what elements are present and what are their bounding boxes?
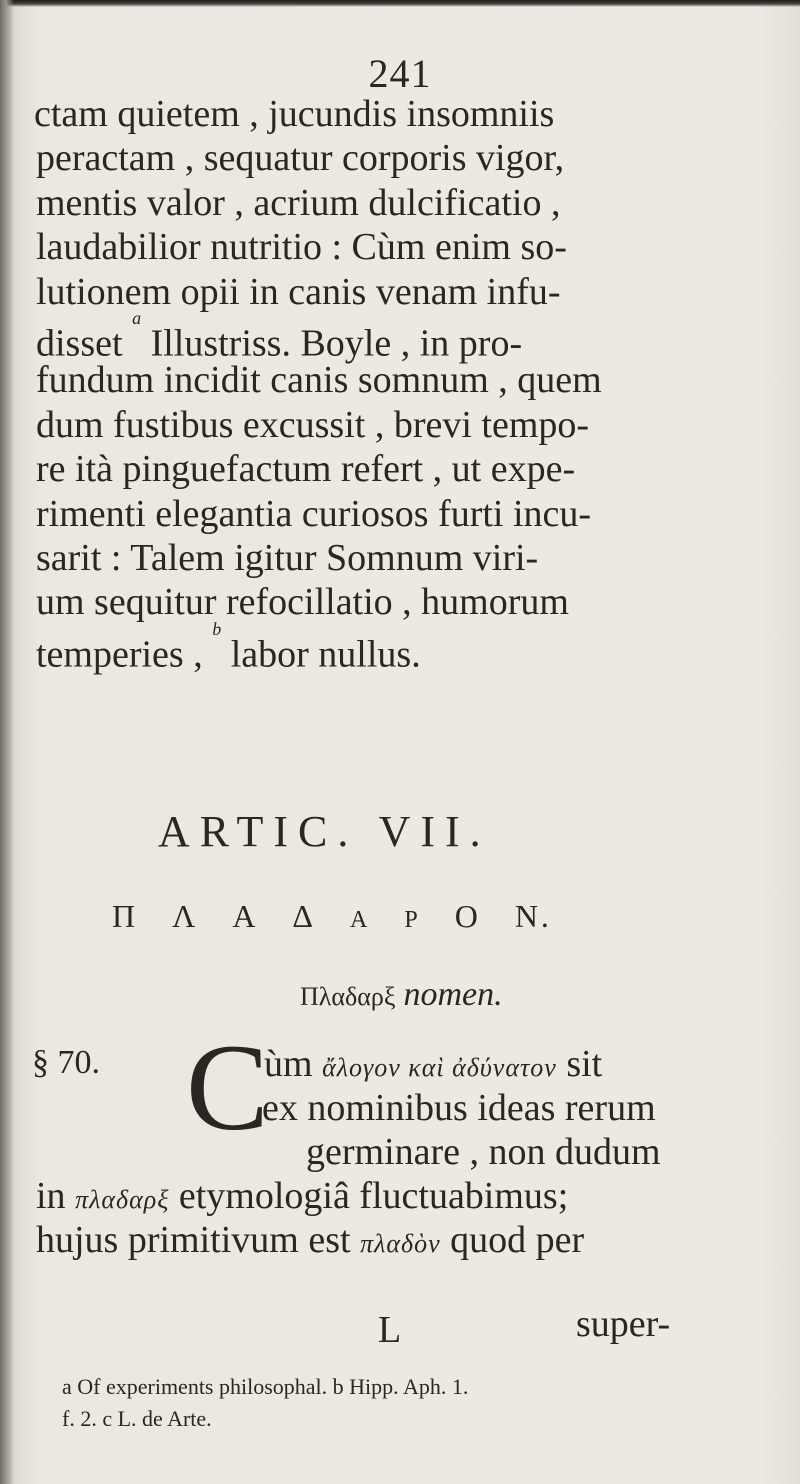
page-top-edge (0, 0, 800, 7)
greek-title-letter: Λ (172, 898, 199, 934)
signature-mark: L (378, 1309, 402, 1351)
greek-title-letter: Δ (292, 898, 316, 934)
page-number: 241 (368, 51, 432, 96)
greek-title-letter: Π (112, 898, 139, 934)
section-line: germinare , non dudum (306, 1131, 661, 1173)
drop-cap: C (186, 1019, 269, 1156)
body-line: mentis valor , acrium dulcificatio , (36, 182, 561, 224)
body-line: um sequitur refocillatio , humorum (36, 581, 569, 623)
article-heading: ARTIC. VII. (158, 807, 491, 856)
greek-title (112, 898, 586, 935)
section-line: in πλαδαρξ etymologiâ fluctuabimus; (36, 1175, 569, 1217)
greek-title-letter: Α (232, 898, 259, 934)
body-line: sarit : Talem igitur Somnum viri- (36, 537, 539, 579)
subheading-greek: Πλαδαρξ (300, 982, 396, 1011)
section-line: ex nominibus ideas rerum (262, 1087, 656, 1129)
body-line: re ità pinguefactum refert , ut expe- (36, 448, 576, 490)
section-line: ùm ἄλογον καὶ ἀδύνατον sit (264, 1043, 603, 1085)
footnote: f. 2. c L. de Arte. (62, 1406, 212, 1431)
catchword: super- (576, 1303, 671, 1345)
greek-title-letter: Ν. (514, 898, 552, 934)
body-line: peractam , sequatur corporis vigor, (36, 137, 565, 179)
body-line: temperies , $^b$ labor nullus. (36, 619, 421, 676)
footnote: a Of experiments philosophal. b Hipp. Aph. 1. (62, 1374, 469, 1399)
footnote-marker: a (132, 308, 142, 328)
body-line: fundum incidit canis somnum , quem (36, 359, 602, 401)
body-line: lutionem opii in canis venam infu- (36, 271, 561, 313)
subheading (300, 976, 503, 1014)
footnote-marker: b (212, 619, 222, 639)
section-line: hujus primitivum est πλαδὸν quod per (36, 1219, 585, 1261)
greek-title-letter: Ο (454, 898, 481, 934)
body-line: disset $^a$ Illustriss. Boyle , in pro- (36, 308, 523, 365)
body-line: rimenti elegantia curiosos furti incu- (36, 493, 592, 535)
body-line: dum fustibus excussit , brevi tempo- (36, 404, 590, 446)
body-line: laudabilior nutritio : Cùm enim so- (36, 226, 567, 268)
binding-shadow (0, 0, 14, 1484)
greek-title-letter: Α (350, 907, 371, 933)
body-line: ctam quietem , jucundis insomniis (34, 93, 555, 135)
greek-title-letter: Ρ (404, 907, 421, 933)
subheading-latin: nomen. (403, 976, 503, 1013)
section-number: § 70. (32, 1044, 100, 1081)
